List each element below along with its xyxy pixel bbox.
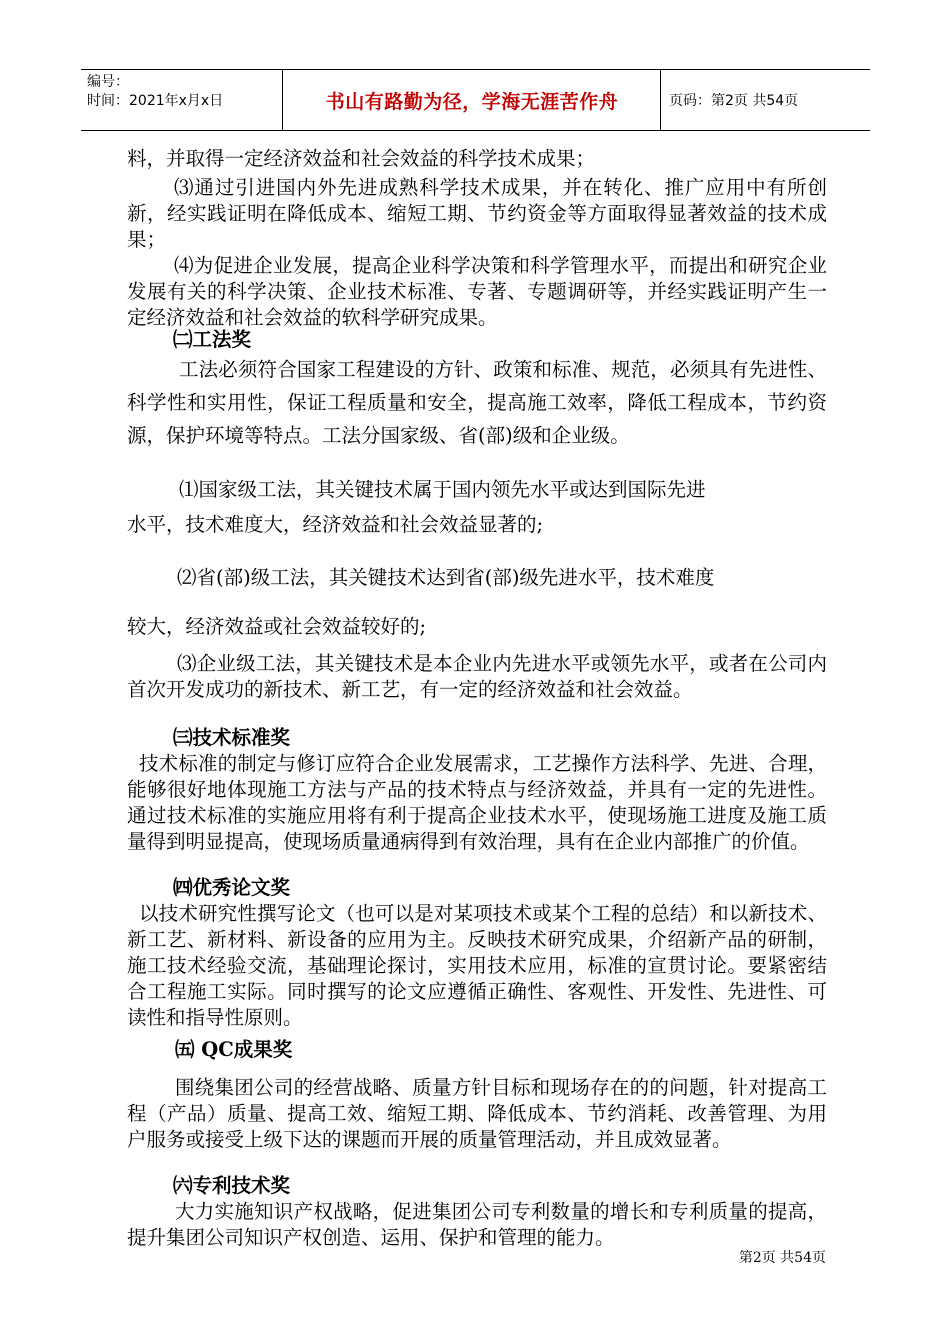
paragraph: ⑶通过引进国内外先进成熟科学技术成果，并在转化、推广应用中有所创新，经实践证明在降低成本、缩短工期、节约资金等方面取得显著效益的技术成果； xyxy=(127,176,827,251)
number-label: 编号： xyxy=(87,74,129,90)
page-footer: 第2页 共54页 xyxy=(738,1250,826,1266)
section-heading: ㈣优秀论文奖 xyxy=(173,876,291,899)
paragraph: 水平，技术难度大，经济效益和社会效益显著的; xyxy=(127,513,544,536)
paragraph: ⑶企业级工法，其关键技术是本企业内先进水平或领先水平，或者在公司内首次开发成功的新技术、新工艺，有一定的经济效益和社会效益。 xyxy=(127,652,827,701)
header-table xyxy=(81,69,870,131)
section-heading: ㈡工法奖 xyxy=(173,328,252,351)
paragraph: ⑴国家级工法，其关键技术属于国内领先水平或达到国际先进 xyxy=(179,478,706,501)
paragraph: 技术标准的制定与修订应符合企业发展需求，工艺操作方法科学、先进、合理，能够很好地体现施工方法与产品的技术特点与经济效益，并具有一定的先进性。通过技术标准的实施应用将有利于提高企业技术水平，使现场施工进度及施工质量得到明显提高，使现场质量通病得到有效治理，具有在企业内部推广的价值。 xyxy=(127,752,827,853)
paragraph: 大力实施知识产权战略，促进集团公司专利数量的增长和专利质量的提高，提升集团公司知识产权创造、运用、保护和管理的能力。 xyxy=(127,1200,827,1249)
header-motto: 书山有路勤为径，学海无涯苦作舟 xyxy=(284,70,661,130)
paragraph: ⑵省(部)级工法，其关键技术达到省(部)级先进水平，技术难度 xyxy=(177,566,715,589)
time-label: 时间：2021年x月x日 xyxy=(87,93,224,109)
section-heading: ㈥专利技术奖 xyxy=(173,1174,291,1197)
paragraph: 以技术研究性撰写论文（也可以是对某项技术或某个工程的总结）和以新技术、新工艺、新材料、新设备的应用为主。反映技术研究成果，介绍新产品的研制，施工技术经验交流，基础理论探讨，实用技术应用，标准的宣贯讨论。要紧密结合工程施工实际。同时撰写的论文应遵循正确性、客观性、开发性、先进性、可读性和指导性原则。 xyxy=(127,902,827,1029)
paragraph: 围绕集团公司的经营战略、质量方针目标和现场存在的的问题，针对提高工程（产品）质量、提高工效、缩短工期、降低成本、节约消耗、改善管理、为用户服务或接受上级下达的课题而开展的质量管理活动，并且成效显著。 xyxy=(127,1076,827,1151)
header-meta xyxy=(81,70,283,130)
paragraph: 较大，经济效益或社会效益较好的; xyxy=(127,615,427,638)
paragraph: 工法必须符合国家工程建设的方针、政策和标准、规范，必须具有先进性、科学性和实用性，保证工程质量和安全，提高施工效率，降低工程成本，节约资源，保护环境等特点。工法分国家级、省(部)级和企业级。 xyxy=(127,358,827,447)
paragraph: ⑷为促进企业发展，提高企业科学决策和科学管理水平，而提出和研究企业发展有关的科学决策、企业技术标准、专著、专题调研等，并经实践证明产生一定经济效益和社会效益的软科学研究成果。 xyxy=(127,254,827,329)
paragraph: 料，并取得一定经济效益和社会效益的科学技术成果； xyxy=(127,147,596,170)
section-heading: ㈢技术标准奖 xyxy=(173,726,291,749)
section-heading: ㈤ QC成果奖 xyxy=(175,1038,293,1061)
header-page-info: 页码：第2页 共54页 xyxy=(669,93,799,109)
